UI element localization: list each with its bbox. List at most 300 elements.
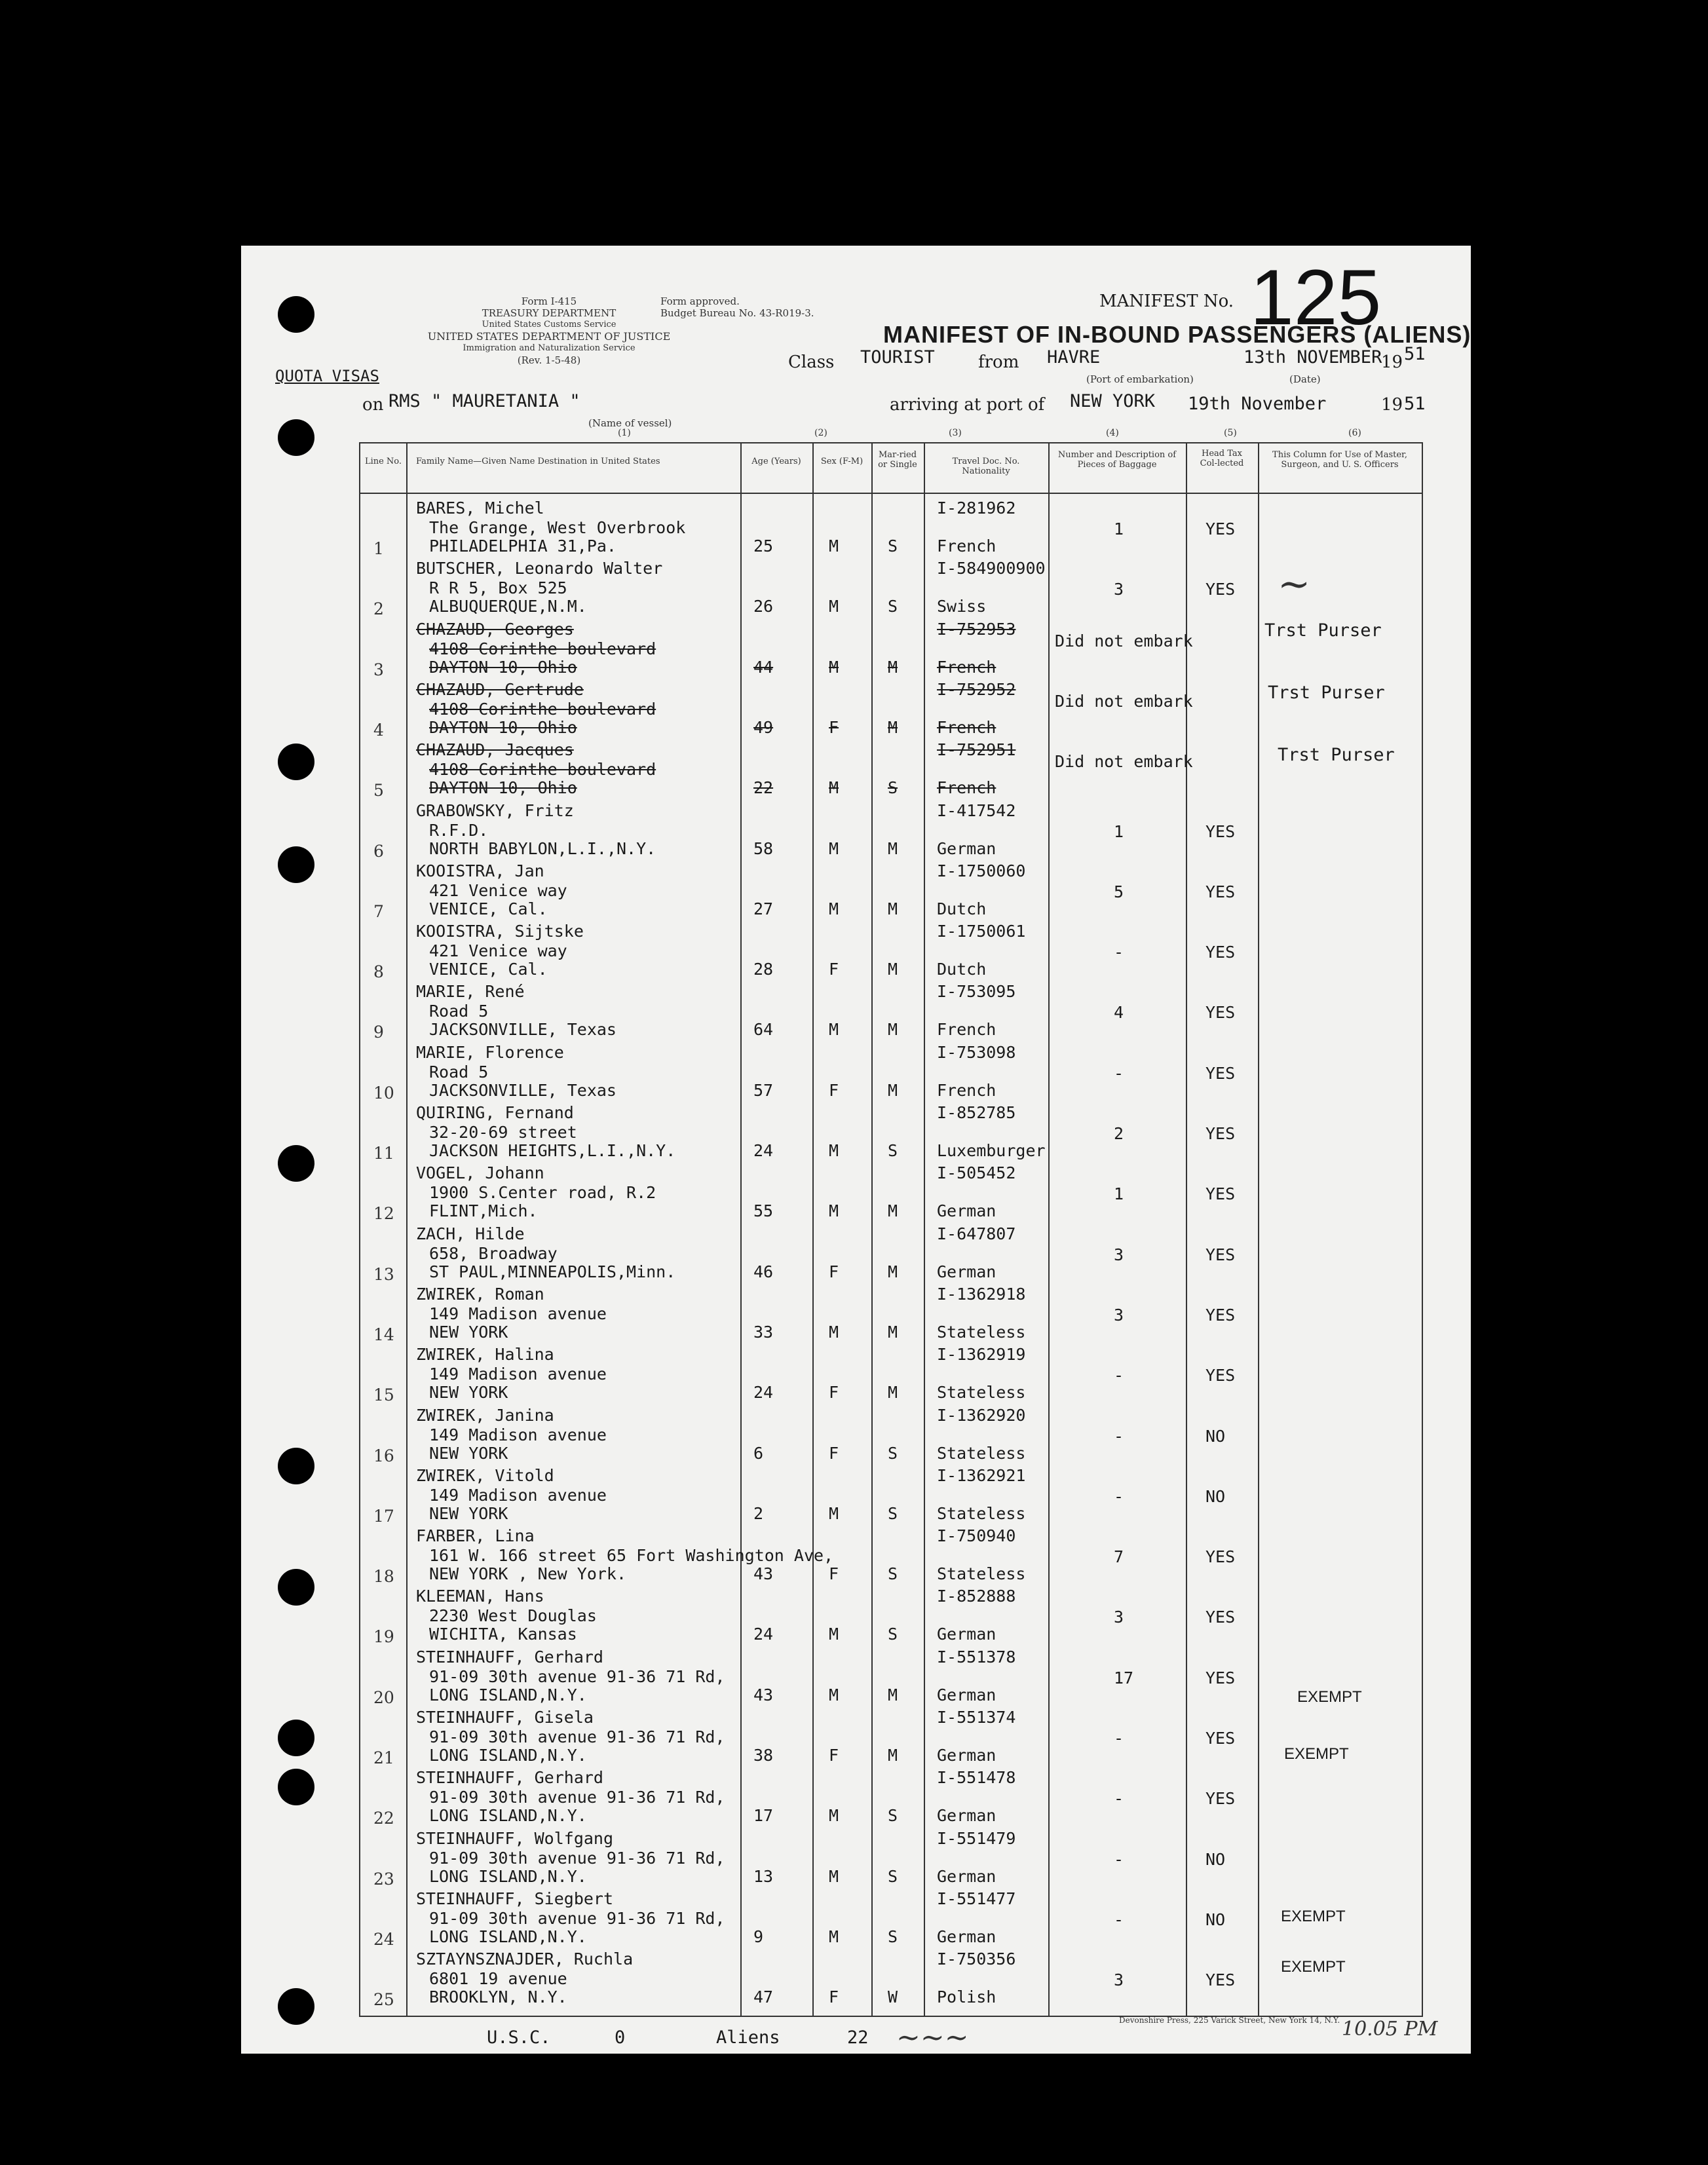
row-head-tax: YES bbox=[1205, 1245, 1236, 1264]
date-value: 13th NOVEMBER bbox=[1243, 347, 1382, 367]
row-sex: F bbox=[829, 1262, 839, 1281]
row-age: 25 bbox=[753, 537, 774, 555]
row-baggage: - bbox=[1114, 1789, 1124, 1809]
row-address-2: LONG ISLAND,N.Y. bbox=[429, 1685, 587, 1704]
row-nationality: Swiss bbox=[937, 597, 987, 616]
row-nationality: French bbox=[937, 1020, 996, 1040]
row-baggage: Did not embark bbox=[1055, 752, 1193, 772]
row-travel-doc: I-1362918 bbox=[937, 1284, 1026, 1304]
row-address-2: PHILADELPHIA 31,Pa. bbox=[429, 537, 617, 555]
col-travel-doc: Travel Doc. No. Nationality bbox=[952, 457, 1020, 476]
row-travel-doc: I-753095 bbox=[937, 982, 1016, 1002]
row-nationality: Stateless bbox=[937, 1503, 1026, 1523]
row-address-2: WICHITA, Kansas bbox=[429, 1625, 577, 1644]
row-nationality: French bbox=[937, 717, 996, 737]
row-line-number: 14 bbox=[373, 1325, 394, 1344]
manifest-title: MANIFEST OF IN-BOUND PASSENGERS (ALIENS) bbox=[883, 321, 1471, 348]
row-head-tax: YES bbox=[1205, 1305, 1236, 1325]
row-travel-doc: I-281962 bbox=[937, 499, 1016, 518]
row-address-1: 149 Madison avenue bbox=[429, 1485, 607, 1505]
row-name: ZWIREK, Halina bbox=[416, 1345, 554, 1365]
row-travel-doc: I-551478 bbox=[937, 1768, 1016, 1788]
row-marital-status: M bbox=[888, 960, 898, 979]
row-address-2: NEW YORK bbox=[429, 1383, 508, 1403]
row-address-1: 32-20-69 street bbox=[429, 1123, 577, 1142]
row-head-tax: YES bbox=[1205, 1729, 1236, 1748]
row-name: STEINHAUFF, Gerhard bbox=[416, 1647, 603, 1666]
row-baggage: - bbox=[1114, 1063, 1124, 1083]
row-baggage: Did not embark bbox=[1055, 631, 1193, 650]
year-2: 51 bbox=[1404, 394, 1426, 414]
row-travel-doc: I-752951 bbox=[937, 740, 1016, 760]
table-row bbox=[360, 799, 1422, 859]
row-address-1: 91-09 30th avenue 91-36 71 Rd, bbox=[429, 1908, 725, 1928]
row-head-tax: YES bbox=[1205, 943, 1236, 962]
row-baggage: 1 bbox=[1114, 519, 1124, 538]
table-row bbox=[360, 1947, 1422, 2010]
row-age: 47 bbox=[753, 1987, 774, 2007]
row-sex: M bbox=[829, 1806, 839, 1826]
class-label: Class bbox=[788, 352, 835, 372]
row-travel-doc: I-551374 bbox=[937, 1708, 1016, 1727]
row-marital-status: M bbox=[888, 838, 898, 858]
date-caption: (Date) bbox=[1289, 373, 1321, 385]
row-address-2: BROOKLYN, N.Y. bbox=[429, 1987, 567, 2007]
row-marital-status: S bbox=[888, 1927, 898, 1946]
table-row bbox=[360, 1765, 1422, 1826]
table-row bbox=[360, 738, 1422, 798]
row-baggage: 3 bbox=[1114, 1245, 1124, 1264]
row-nationality: German bbox=[937, 1806, 996, 1826]
row-baggage: - bbox=[1114, 943, 1124, 962]
row-name: ZACH, Hilde bbox=[416, 1224, 525, 1243]
row-head-tax: NO bbox=[1205, 1849, 1226, 1869]
row-marital-status: S bbox=[888, 597, 898, 616]
row-baggage: - bbox=[1114, 1426, 1124, 1446]
row-line-number: 9 bbox=[373, 1023, 384, 1042]
row-address-1: 658, Broadway bbox=[429, 1243, 558, 1263]
row-name: STEINHAUFF, Siegbert bbox=[416, 1889, 614, 1908]
row-line-number: 12 bbox=[373, 1204, 394, 1224]
table-row bbox=[360, 1645, 1422, 1705]
row-age: 24 bbox=[753, 1383, 774, 1403]
row-nationality: Dutch bbox=[937, 960, 987, 979]
row-baggage: 3 bbox=[1114, 1305, 1124, 1325]
row-name: FARBER, Lina bbox=[416, 1526, 535, 1546]
officer-note-1: Trst Purser bbox=[1264, 620, 1382, 641]
row-address-2: JACKSONVILLE, Texas bbox=[429, 1020, 617, 1040]
row-age: 9 bbox=[753, 1927, 764, 1946]
row-line-number: 3 bbox=[373, 660, 384, 679]
row-nationality: Luxemburger bbox=[937, 1141, 1046, 1160]
row-head-tax: YES bbox=[1205, 882, 1236, 901]
row-line-number: 8 bbox=[373, 962, 384, 982]
form-approval: Form approved. Budget Bureau No. 43-R019-3. bbox=[660, 295, 814, 319]
row-head-tax: YES bbox=[1205, 821, 1236, 841]
row-age: 55 bbox=[753, 1201, 774, 1221]
row-marital-status: M bbox=[888, 1746, 898, 1765]
row-address-2: FLINT,Mich. bbox=[429, 1201, 538, 1221]
row-head-tax: YES bbox=[1205, 1184, 1236, 1204]
binder-hole bbox=[278, 1448, 314, 1484]
purser-signature-1: ~ bbox=[1278, 561, 1311, 607]
row-sex: F bbox=[829, 1746, 839, 1765]
passenger-table bbox=[359, 442, 1423, 2017]
row-travel-doc: I-1750061 bbox=[937, 922, 1026, 941]
binder-hole bbox=[278, 1569, 314, 1606]
row-nationality: German bbox=[937, 1625, 996, 1644]
binder-hole bbox=[278, 744, 314, 780]
row-address-1: 2230 West Douglas bbox=[429, 1606, 597, 1626]
row-marital-status: S bbox=[888, 1625, 898, 1644]
row-age: 38 bbox=[753, 1746, 774, 1765]
row-age: 57 bbox=[753, 1080, 774, 1100]
row-sex: M bbox=[829, 1866, 839, 1886]
year-prefix-1: 19 bbox=[1381, 352, 1403, 372]
row-baggage: - bbox=[1114, 1366, 1124, 1385]
row-line-number: 2 bbox=[373, 599, 384, 619]
class-value: TOURIST bbox=[860, 347, 935, 367]
row-head-tax: YES bbox=[1205, 519, 1236, 538]
officer-note-3: Trst Purser bbox=[1278, 745, 1395, 765]
row-address-1: 4108 Corinthe boulevard bbox=[429, 639, 656, 658]
table-row bbox=[360, 556, 1422, 619]
binder-hole bbox=[278, 419, 314, 456]
row-address-2: DAYTON 10, Ohio bbox=[429, 778, 577, 798]
row-sex: F bbox=[829, 1987, 839, 2007]
row-travel-doc: I-551479 bbox=[937, 1828, 1016, 1848]
row-marital-status: M bbox=[888, 1685, 898, 1704]
row-travel-doc: I-1362920 bbox=[937, 1405, 1026, 1425]
row-head-tax: YES bbox=[1205, 1366, 1236, 1385]
row-marital-status: S bbox=[888, 1866, 898, 1886]
row-age: 58 bbox=[753, 838, 774, 858]
row-nationality: German bbox=[937, 1866, 996, 1886]
table-row bbox=[360, 859, 1422, 919]
row-head-tax: YES bbox=[1205, 1063, 1236, 1083]
row-line-number: 7 bbox=[373, 901, 384, 921]
row-sex: M bbox=[829, 537, 839, 555]
row-marital-status: S bbox=[888, 1141, 898, 1160]
row-baggage: - bbox=[1114, 1910, 1124, 1929]
exempt-stamp-16: EXEMPT bbox=[1297, 1688, 1362, 1706]
row-address-2: LONG ISLAND,N.Y. bbox=[429, 1866, 587, 1886]
row-travel-doc: I-1750060 bbox=[937, 861, 1026, 880]
usc-label: U.S.C. bbox=[487, 2027, 551, 2048]
row-name: VOGEL, Johann bbox=[416, 1163, 544, 1183]
table-row bbox=[360, 1101, 1422, 1161]
row-sex: M bbox=[829, 1201, 839, 1221]
row-nationality: German bbox=[937, 1201, 996, 1221]
row-nationality: French bbox=[937, 657, 996, 677]
row-head-tax: YES bbox=[1205, 1668, 1236, 1687]
row-marital-status: S bbox=[888, 1443, 898, 1463]
on-label: on bbox=[362, 395, 384, 415]
row-address-1: 161 W. 166 street 65 Fort Washington Ave, bbox=[429, 1546, 834, 1566]
row-address-2: ST PAUL,MINNEAPOLIS,Minn. bbox=[429, 1262, 676, 1281]
table-row bbox=[360, 1887, 1422, 1947]
arrival-date: 19th November bbox=[1188, 394, 1327, 414]
row-sex: F bbox=[829, 960, 839, 979]
row-age: 17 bbox=[753, 1806, 774, 1826]
table-row bbox=[360, 1584, 1422, 1647]
row-sex: M bbox=[829, 1685, 839, 1704]
row-address-1: 1900 S.Center road, R.2 bbox=[429, 1183, 656, 1203]
row-address-1: 4108 Corinthe boulevard bbox=[429, 760, 656, 780]
exempt-stamp-17: EXEMPT bbox=[1284, 1745, 1349, 1763]
row-age: 26 bbox=[753, 597, 774, 616]
row-line-number: 1 bbox=[373, 539, 384, 558]
row-travel-doc: I-852888 bbox=[937, 1587, 1016, 1606]
row-baggage: 3 bbox=[1114, 1608, 1124, 1627]
row-address-2: DAYTON 10, Ohio bbox=[429, 717, 577, 737]
row-address-2: JACKSONVILLE, Texas bbox=[429, 1080, 617, 1100]
row-age: 13 bbox=[753, 1866, 774, 1886]
row-age: 24 bbox=[753, 1625, 774, 1644]
row-travel-doc: I-551477 bbox=[937, 1889, 1016, 1908]
row-baggage: 3 bbox=[1114, 1970, 1124, 1990]
table-row bbox=[360, 1705, 1422, 1765]
row-age: 27 bbox=[753, 899, 774, 918]
row-head-tax: YES bbox=[1205, 1608, 1236, 1627]
row-travel-doc: I-753098 bbox=[937, 1042, 1016, 1062]
table-row bbox=[360, 1463, 1422, 1524]
row-address-1: 149 Madison avenue bbox=[429, 1425, 607, 1444]
row-address-2: NEW YORK bbox=[429, 1322, 508, 1342]
arrival-port: NEW YORK bbox=[1070, 391, 1156, 411]
row-address-2: NEW YORK bbox=[429, 1503, 508, 1523]
table-row bbox=[360, 617, 1422, 677]
row-line-number: 22 bbox=[373, 1809, 394, 1828]
row-age: 2 bbox=[753, 1503, 764, 1523]
row-nationality: Polish bbox=[937, 1987, 996, 2007]
row-line-number: 18 bbox=[373, 1567, 394, 1587]
row-address-1: 91-09 30th avenue 91-36 71 Rd, bbox=[429, 1848, 725, 1868]
port-embarkation-caption: (Port of embarkation) bbox=[1086, 373, 1194, 385]
row-name: GRABOWSKY, Fritz bbox=[416, 800, 574, 820]
caption-num-5: (5) bbox=[1224, 428, 1237, 438]
row-sex: F bbox=[829, 717, 839, 737]
col-head-tax: Head Tax Col-lected bbox=[1200, 449, 1244, 468]
col-officer-use: This Column for Use of Master, Surgeon, and U. S. Officers bbox=[1272, 450, 1407, 470]
row-head-tax: YES bbox=[1205, 1970, 1236, 1990]
row-nationality: Stateless bbox=[937, 1564, 1026, 1584]
row-line-number: 4 bbox=[373, 720, 384, 740]
row-travel-doc: I-750940 bbox=[937, 1526, 1016, 1546]
row-nationality: German bbox=[937, 1927, 996, 1946]
row-baggage: 7 bbox=[1114, 1547, 1124, 1567]
row-head-tax: YES bbox=[1205, 1124, 1236, 1143]
row-nationality: German bbox=[937, 1262, 996, 1281]
manifest-page bbox=[241, 246, 1471, 2054]
from-label: from bbox=[978, 352, 1019, 372]
binder-hole bbox=[278, 1720, 314, 1756]
row-line-number: 6 bbox=[373, 841, 384, 861]
exempt-stamp-24: EXEMPT bbox=[1281, 1958, 1346, 1976]
row-baggage: - bbox=[1114, 1849, 1124, 1869]
row-marital-status: M bbox=[888, 657, 898, 677]
row-address-2: NEW YORK bbox=[429, 1443, 508, 1463]
row-address-1: Road 5 bbox=[429, 1062, 489, 1082]
table-row bbox=[360, 1040, 1422, 1101]
row-address-2: DAYTON 10, Ohio bbox=[429, 657, 577, 677]
row-nationality: Dutch bbox=[937, 899, 987, 918]
row-sex: M bbox=[829, 778, 839, 798]
row-address-1: 149 Madison avenue bbox=[429, 1304, 607, 1323]
row-sex: M bbox=[829, 1020, 839, 1040]
row-address-2: ALBUQUERQUE,N.M. bbox=[429, 597, 587, 616]
table-row bbox=[360, 919, 1422, 982]
row-marital-status: M bbox=[888, 717, 898, 737]
row-travel-doc: I-584900900 bbox=[937, 559, 1046, 578]
row-marital-status: M bbox=[888, 1322, 898, 1342]
row-address-2: JACKSON HEIGHTS,L.I.,N.Y. bbox=[429, 1141, 676, 1160]
table-row bbox=[360, 677, 1422, 738]
row-marital-status: M bbox=[888, 1201, 898, 1221]
row-baggage: 3 bbox=[1114, 580, 1124, 599]
table-row bbox=[360, 1282, 1422, 1342]
row-travel-doc: I-752953 bbox=[937, 619, 1016, 639]
row-baggage: 1 bbox=[1114, 821, 1124, 841]
row-address-2: VENICE, Cal. bbox=[429, 899, 548, 918]
row-sex: M bbox=[829, 1927, 839, 1946]
row-address-1: 421 Venice way bbox=[429, 880, 567, 900]
row-marital-status: W bbox=[888, 1987, 898, 2007]
row-travel-doc: I-852785 bbox=[937, 1103, 1016, 1122]
row-line-number: 10 bbox=[373, 1083, 394, 1102]
row-baggage: 1 bbox=[1114, 1184, 1124, 1204]
row-travel-doc: I-752952 bbox=[937, 679, 1016, 699]
row-address-2: NEW YORK , New York. bbox=[429, 1564, 627, 1584]
row-address-1: R.F.D. bbox=[429, 820, 489, 840]
row-nationality: Stateless bbox=[937, 1322, 1026, 1342]
table-row bbox=[360, 1524, 1422, 1587]
row-name: KOOISTRA, Sijtske bbox=[416, 922, 584, 941]
row-address-2: LONG ISLAND,N.Y. bbox=[429, 1806, 587, 1826]
row-nationality: German bbox=[937, 1746, 996, 1765]
row-name: SZTAYNSZNAJDER, Ruchla bbox=[416, 1949, 634, 1969]
row-name: MARIE, René bbox=[416, 982, 525, 1002]
table-row bbox=[360, 1826, 1422, 1887]
row-name: QUIRING, Fernand bbox=[416, 1103, 574, 1122]
row-name: ZWIREK, Roman bbox=[416, 1284, 544, 1304]
time-note: 10.05 PM bbox=[1342, 2018, 1438, 2041]
row-sex: M bbox=[829, 657, 839, 677]
row-head-tax: YES bbox=[1205, 1547, 1236, 1567]
row-head-tax: YES bbox=[1205, 580, 1236, 599]
vessel-caption: (Name of vessel) bbox=[588, 417, 672, 429]
row-age: 43 bbox=[753, 1564, 774, 1584]
caption-num-6: (6) bbox=[1348, 428, 1361, 438]
row-line-number: 25 bbox=[373, 1990, 394, 2010]
row-travel-doc: I-1362919 bbox=[937, 1345, 1026, 1365]
row-age: 6 bbox=[753, 1443, 764, 1463]
row-name: BARES, Michel bbox=[416, 499, 544, 518]
row-baggage: 5 bbox=[1114, 882, 1124, 901]
row-sex: F bbox=[829, 1564, 839, 1584]
col-age: Age (Years) bbox=[751, 457, 801, 466]
row-sex: F bbox=[829, 1383, 839, 1403]
row-address-1: 421 Venice way bbox=[429, 941, 567, 961]
row-line-number: 21 bbox=[373, 1748, 394, 1767]
row-address-2: VENICE, Cal. bbox=[429, 960, 548, 979]
aliens-value: 22 bbox=[847, 2027, 869, 2048]
binder-hole bbox=[278, 296, 314, 333]
manifest-no-label: MANIFEST No. bbox=[1099, 292, 1234, 311]
row-sex: F bbox=[829, 1080, 839, 1100]
vessel-name: RMS " MAURETANIA " bbox=[389, 391, 580, 411]
exempt-stamp-23: EXEMPT bbox=[1281, 1908, 1346, 1925]
row-baggage: Did not embark bbox=[1055, 691, 1193, 711]
year-1: 51 bbox=[1404, 344, 1426, 364]
row-age: 49 bbox=[753, 717, 774, 737]
row-marital-status: S bbox=[888, 778, 898, 798]
row-baggage: - bbox=[1114, 1486, 1124, 1506]
row-name: ZWIREK, Vitold bbox=[416, 1465, 554, 1485]
row-line-number: 20 bbox=[373, 1687, 394, 1707]
row-name: STEINHAUFF, Gerhard bbox=[416, 1768, 603, 1788]
quota-visas-label: QUOTA VISAS bbox=[275, 367, 379, 385]
col-married: Mar-ried or Single bbox=[878, 450, 917, 470]
row-baggage: 17 bbox=[1114, 1668, 1134, 1687]
row-head-tax: YES bbox=[1205, 1789, 1236, 1809]
row-travel-doc: I-417542 bbox=[937, 800, 1016, 820]
row-travel-doc: I-1362921 bbox=[937, 1465, 1026, 1485]
row-travel-doc: I-750356 bbox=[937, 1949, 1016, 1969]
row-age: 28 bbox=[753, 960, 774, 979]
row-nationality: French bbox=[937, 1080, 996, 1100]
binder-hole bbox=[278, 1769, 314, 1805]
row-name: KLEEMAN, Hans bbox=[416, 1587, 544, 1606]
row-address-1: Road 5 bbox=[429, 1002, 489, 1021]
row-address-1: The Grange, West Overbrook bbox=[429, 518, 686, 537]
row-sex: M bbox=[829, 899, 839, 918]
row-travel-doc: I-551378 bbox=[937, 1647, 1016, 1666]
row-address-1: R R 5, Box 525 bbox=[429, 578, 567, 598]
row-travel-doc: I-647807 bbox=[937, 1224, 1016, 1243]
row-line-number: 15 bbox=[373, 1385, 394, 1405]
row-line-number: 19 bbox=[373, 1627, 394, 1647]
row-age: 33 bbox=[753, 1322, 774, 1342]
table-row bbox=[360, 1342, 1422, 1403]
row-name: STEINHAUFF, Gisela bbox=[416, 1708, 594, 1727]
form-header-left: Form I-415 TREASURY DEPARTMENT United States Customs Service UNITED STATES DEPARTMENT OF JUSTICE Immigration and Naturalization Service (Rev. 1-5-48) bbox=[427, 295, 671, 366]
row-line-number: 24 bbox=[373, 1929, 394, 1949]
caption-num-1: (1) bbox=[618, 428, 631, 438]
aliens-label: Aliens bbox=[716, 2027, 780, 2048]
manifest-number: 125 bbox=[1250, 254, 1382, 341]
press-imprint: Devonshire Press, 225 Varick Street, New York 14, N.Y. bbox=[1119, 2016, 1340, 2025]
binder-hole bbox=[278, 846, 314, 883]
year-prefix-2: 19 bbox=[1381, 395, 1403, 415]
row-address-2: LONG ISLAND,N.Y. bbox=[429, 1746, 587, 1765]
table-row bbox=[360, 496, 1422, 556]
row-marital-status: S bbox=[888, 1806, 898, 1826]
table-row bbox=[360, 1161, 1422, 1224]
row-sex: F bbox=[829, 1443, 839, 1463]
row-line-number: 23 bbox=[373, 1869, 394, 1889]
row-head-tax: YES bbox=[1205, 1003, 1236, 1023]
row-line-number: 5 bbox=[373, 781, 384, 800]
col-baggage: Number and Description of Pieces of Baggage bbox=[1057, 450, 1177, 470]
table-row bbox=[360, 1403, 1422, 1463]
row-travel-doc: I-505452 bbox=[937, 1163, 1016, 1183]
row-address-1: 91-09 30th avenue 91-36 71 Rd, bbox=[429, 1788, 725, 1807]
row-name: STEINHAUFF, Wolfgang bbox=[416, 1828, 614, 1848]
caption-num-3: (3) bbox=[949, 428, 962, 438]
row-address-1: 149 Madison avenue bbox=[429, 1365, 607, 1384]
row-sex: M bbox=[829, 1625, 839, 1644]
